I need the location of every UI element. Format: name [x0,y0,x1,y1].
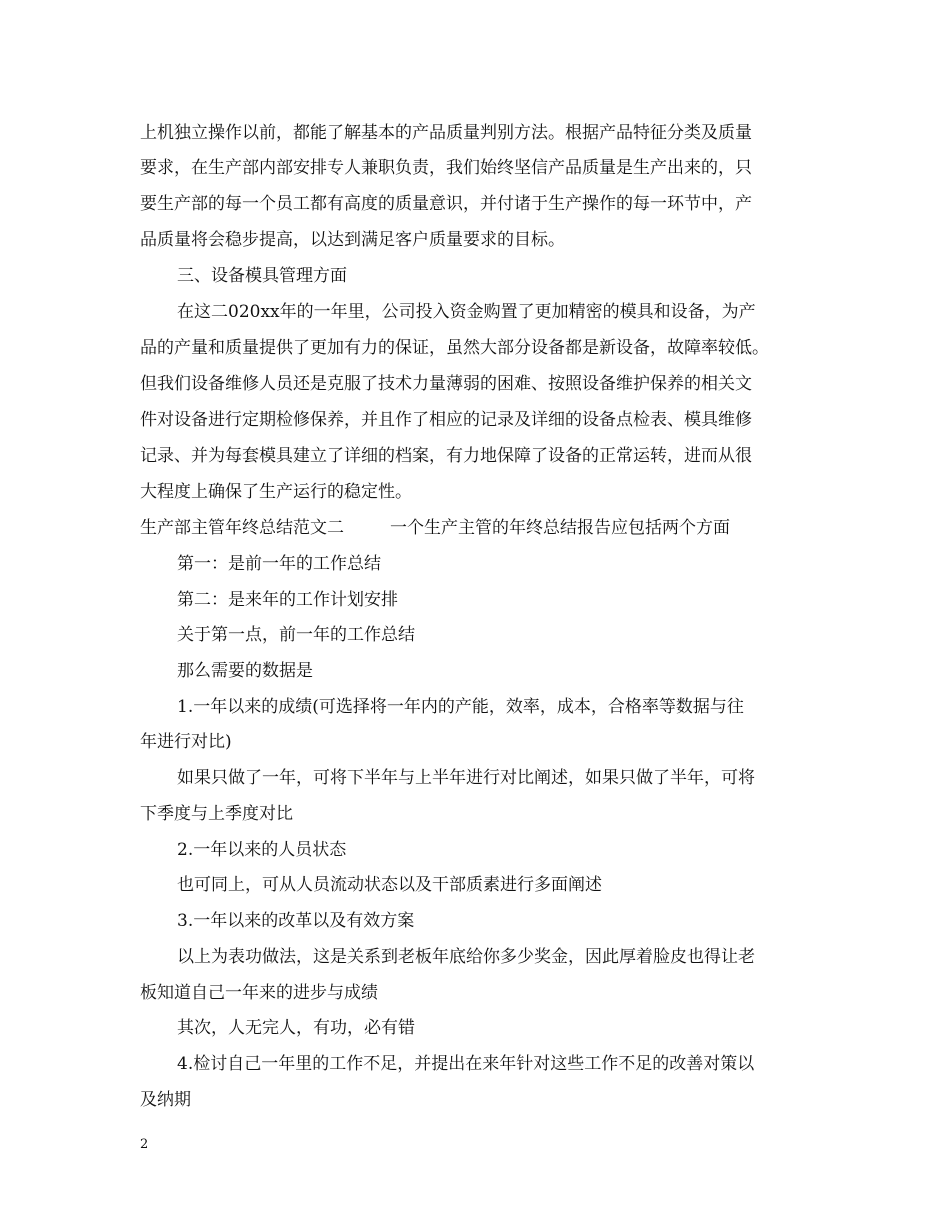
paragraph-line: 年进行对比) [140,732,232,752]
paragraph-line: 第二：是来年的工作计划安排 [177,590,398,610]
paragraph-line: 在这二020xx年的一年里，公司投入资金购置了更加精密的模具和设备，为产 [177,302,756,322]
paragraph-line: 关于第一点，前一年的工作总结 [177,625,415,645]
paragraph-line: 及纳期 [140,1090,191,1110]
doc-subtitle: 生产部主管年终总结范文二 [140,518,344,538]
paragraph-line: 要生产部的每一个员工都有高度的质量意识，并付诸于生产操作的每一环节中，产 [140,194,752,214]
paragraph-line: 那么需要的数据是 [177,661,313,681]
paragraph-line: 以上为表功做法，这是关系到老板年底给你多少奖金，因此厚着脸皮也得让老 [177,947,755,967]
list-item: 3.一年以来的改革以及有效方案 [177,911,415,931]
paragraph-line: 下季度与上季度对比 [140,804,293,824]
paragraph-line: 记录、并为每套模具建立了详细的档案，有力地保障了设备的正常运转，进而从很 [140,446,752,466]
paragraph-line: 但我们设备维修人员还是克服了技术力量薄弱的困难、按照设备维护保养的相关文 [140,374,752,394]
list-item: 2.一年以来的人员状态 [177,840,347,860]
paragraph-line: 件对设备进行定期检修保养，并且作了相应的记录及详细的设备点检表、模具维修 [140,410,752,430]
page-number: 2 [140,1137,149,1152]
paragraph-line: 品质量将会稳步提高，以达到满足客户质量要求的目标。 [140,230,565,250]
paragraph-line: 其次，人无完人，有功，必有错 [177,1018,415,1038]
paragraph-line: 板知道自己一年来的进步与成绩 [140,983,378,1003]
list-item: 1.一年以来的成绩(可选择将一年内的产能，效率，成本，合格率等数据与往 [177,697,744,717]
paragraph-line: 如果只做了一年，可将下半年与上半年进行对比阐述，如果只做了半年，可将 [177,768,755,788]
paragraph-text: 一个生产主管的年终总结报告应包括两个方面 [390,518,730,538]
paragraph-line: 上机独立操作以前，都能了解基本的产品质量判别方法。根据产品特征分类及质量 [140,123,752,143]
paragraph-line: 大程度上确保了生产运行的稳定性。 [140,482,412,502]
title-line [140,516,730,540]
list-item: 4.检讨自己一年里的工作不足，并提出在来年针对这些工作不足的改善对策以 [177,1054,755,1074]
paragraph-line: 品的产量和质量提供了更加有力的保证，虽然大部分设备都是新设备，故障率较低。 [140,338,769,358]
paragraph-line: 要求，在生产部内部安排专人兼职负责，我们始终坚信产品质量是生产出来的，只 [140,158,752,178]
section-heading: 三、设备模具管理方面 [177,266,347,286]
paragraph-line: 也可同上，可从人员流动状态以及干部质素进行多面阐述 [177,875,602,895]
paragraph-line: 第一：是前一年的工作总结 [177,554,381,574]
